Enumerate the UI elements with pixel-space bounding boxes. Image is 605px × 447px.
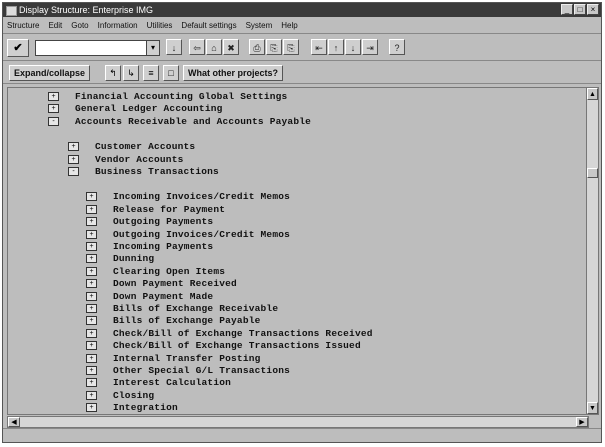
tree-node[interactable] [86,390,154,401]
tree-node[interactable] [68,141,195,152]
folder-toggle-icon[interactable]: - [48,117,59,126]
tree-node[interactable] [68,166,219,177]
tree-node[interactable] [86,191,290,202]
maximize-button[interactable]: □ [574,4,586,15]
folder-toggle-icon[interactable]: + [86,230,97,239]
app-icon[interactable] [6,6,17,16]
folder-toggle-icon[interactable]: - [68,167,79,176]
subtree-up-icon[interactable]: ↰ [105,65,121,81]
tree-node-label[interactable]: Outgoing Invoices/Credit Memos [113,228,291,240]
tree-node[interactable] [86,340,361,351]
folder-toggle-icon[interactable]: + [86,304,97,313]
first-page-button[interactable]: ⇤ [311,39,327,55]
tree-node-label[interactable]: Incoming Invoices/Credit Memos [113,191,291,203]
tree-node[interactable] [86,315,261,326]
tree-node-label[interactable]: Closing [113,389,155,401]
window-title: Display Structure: Enterprise IMG [19,5,154,15]
title-bar [3,3,601,17]
folder-toggle-icon[interactable]: + [86,192,97,201]
find-button[interactable]: ⎘ [266,39,282,55]
next-page-button[interactable]: ↓ [345,39,361,55]
tree-node[interactable] [86,291,213,302]
tree-node[interactable] [86,402,178,413]
tree-node-label[interactable]: Dunning [113,253,155,265]
details-icon[interactable]: ≡ [143,65,159,81]
tree-node[interactable] [86,253,154,264]
tree-node-label[interactable]: Outgoing Payments [113,216,214,228]
tree-node-label[interactable]: Business Transactions [95,166,219,177]
folder-toggle-icon[interactable]: + [86,292,97,301]
subtree-down-icon[interactable]: ↳ [123,65,139,81]
menu-system[interactable]: System [245,21,273,30]
folder-toggle-icon[interactable]: + [86,354,97,363]
previous-page-button[interactable]: ↑ [328,39,344,55]
tree-node[interactable] [86,216,213,227]
enter-button[interactable]: ✔ [7,39,29,57]
tree-node-label[interactable]: Clearing Open Items [113,265,226,277]
tree-node-label[interactable]: Internal Transfer Posting [113,352,261,364]
tree-node-label[interactable]: Down Payment Made [113,290,214,302]
tree-node-label[interactable]: Check/Bill of Exchange Transactions Received [113,327,373,339]
tree-node[interactable] [48,103,223,114]
menu-information[interactable]: Information [97,21,138,30]
expand-collapse-button[interactable]: Expand/collapse [9,65,90,81]
folder-toggle-icon[interactable]: + [86,242,97,251]
menu-default-settings[interactable]: Default settings [181,21,237,30]
folder-toggle-icon[interactable]: + [86,391,97,400]
tree-node-label[interactable]: Check/Bill of Exchange Transactions Issued [113,340,361,352]
what-other-projects-button[interactable]: What other projects? [183,65,283,81]
horizontal-scrollbar[interactable] [7,416,589,428]
tree-node-label[interactable]: Release for Payment [113,203,226,215]
menu-edit[interactable]: Edit [48,21,63,30]
close-button[interactable]: × [587,4,599,15]
tree-node[interactable] [86,266,225,277]
tree-node[interactable] [86,278,237,289]
tree-node-label[interactable]: General Ledger Accounting [75,103,223,115]
scroll-right-icon[interactable]: ▶ [576,417,588,427]
tree-node[interactable] [86,229,290,240]
menu-goto[interactable]: Goto [71,21,89,30]
tree-node[interactable] [86,303,278,314]
tree-node-label[interactable]: Down Payment Received [113,278,237,290]
folder-toggle-icon[interactable]: + [86,366,97,375]
vertical-scrollbar[interactable] [586,87,599,415]
tree-node-label[interactable]: Other Special G/L Transactions [113,365,291,376]
tree-node-label[interactable]: Bills of Exchange Payable [113,315,261,327]
command-dropdown-icon[interactable]: ▾ [146,40,160,56]
folder-toggle-icon[interactable]: + [86,217,97,226]
tree-node[interactable] [48,116,311,127]
tree-node[interactable] [48,91,287,102]
cancel-button[interactable]: ✖ [223,39,239,55]
scroll-up-icon[interactable]: ▲ [587,88,598,100]
structure-tree [7,87,589,415]
note-icon[interactable]: □ [163,65,179,81]
tree-node[interactable] [86,328,373,339]
menu-utilities[interactable]: Utilities [146,21,173,30]
folder-toggle-icon[interactable]: + [68,142,79,151]
menu-structure[interactable]: Structure [7,21,40,30]
scroll-thumb[interactable] [587,168,598,178]
folder-toggle-icon[interactable]: + [68,155,79,164]
app-window [2,2,602,443]
save-button[interactable]: ↓ [166,39,182,55]
tree-node-label[interactable]: Interest Calculation [113,377,232,389]
scroll-down-icon[interactable]: ▼ [587,402,598,414]
folder-toggle-icon[interactable]: + [48,92,59,101]
window-controls [561,4,599,15]
command-field[interactable] [35,40,147,56]
folder-toggle-icon[interactable]: + [86,341,97,350]
back-button[interactable]: ⇦ [189,39,205,55]
menu-help[interactable]: Help [281,21,298,30]
last-page-button[interactable]: ⇥ [362,39,378,55]
tree-node-label[interactable]: Bills of Exchange Receivable [113,303,279,314]
tree-node-label[interactable]: Vendor Accounts [95,153,184,165]
minimize-button[interactable]: _ [561,4,573,15]
tree-node-label[interactable]: Integration [113,402,178,414]
status-bar [3,428,601,442]
tree-node[interactable] [86,353,261,364]
print-button[interactable]: ⎙ [249,39,265,55]
tree-node-label[interactable]: Customer Accounts [95,141,196,153]
tree-node[interactable] [68,154,184,165]
tree-node[interactable] [86,241,213,252]
folder-toggle-icon[interactable]: + [86,316,97,325]
find-next-button[interactable]: ⎘ [283,39,299,55]
folder-toggle-icon[interactable]: + [86,403,97,412]
folder-toggle-icon[interactable]: + [86,267,97,276]
tree-node[interactable] [86,377,231,388]
folder-toggle-icon[interactable]: + [48,104,59,113]
application-toolbar [3,62,601,84]
tree-node-label[interactable]: Accounts Receivable and Accounts Payable [75,115,312,127]
folder-toggle-icon[interactable]: + [86,279,97,288]
standard-toolbar [3,35,601,61]
tree-node-label[interactable]: Financial Accounting Global Settings [75,91,288,102]
tree-node-label[interactable]: Incoming Payments [113,241,214,252]
tree-node[interactable] [86,204,225,215]
folder-toggle-icon[interactable]: + [86,329,97,338]
folder-toggle-icon[interactable]: + [86,378,97,387]
menu-bar [3,18,601,34]
exit-button[interactable]: ⌂ [206,39,222,55]
help-button[interactable]: ? [389,39,405,55]
tree-node[interactable] [86,365,290,376]
folder-toggle-icon[interactable]: + [86,205,97,214]
folder-toggle-icon[interactable]: + [86,254,97,263]
scroll-left-icon[interactable]: ◀ [8,417,20,427]
